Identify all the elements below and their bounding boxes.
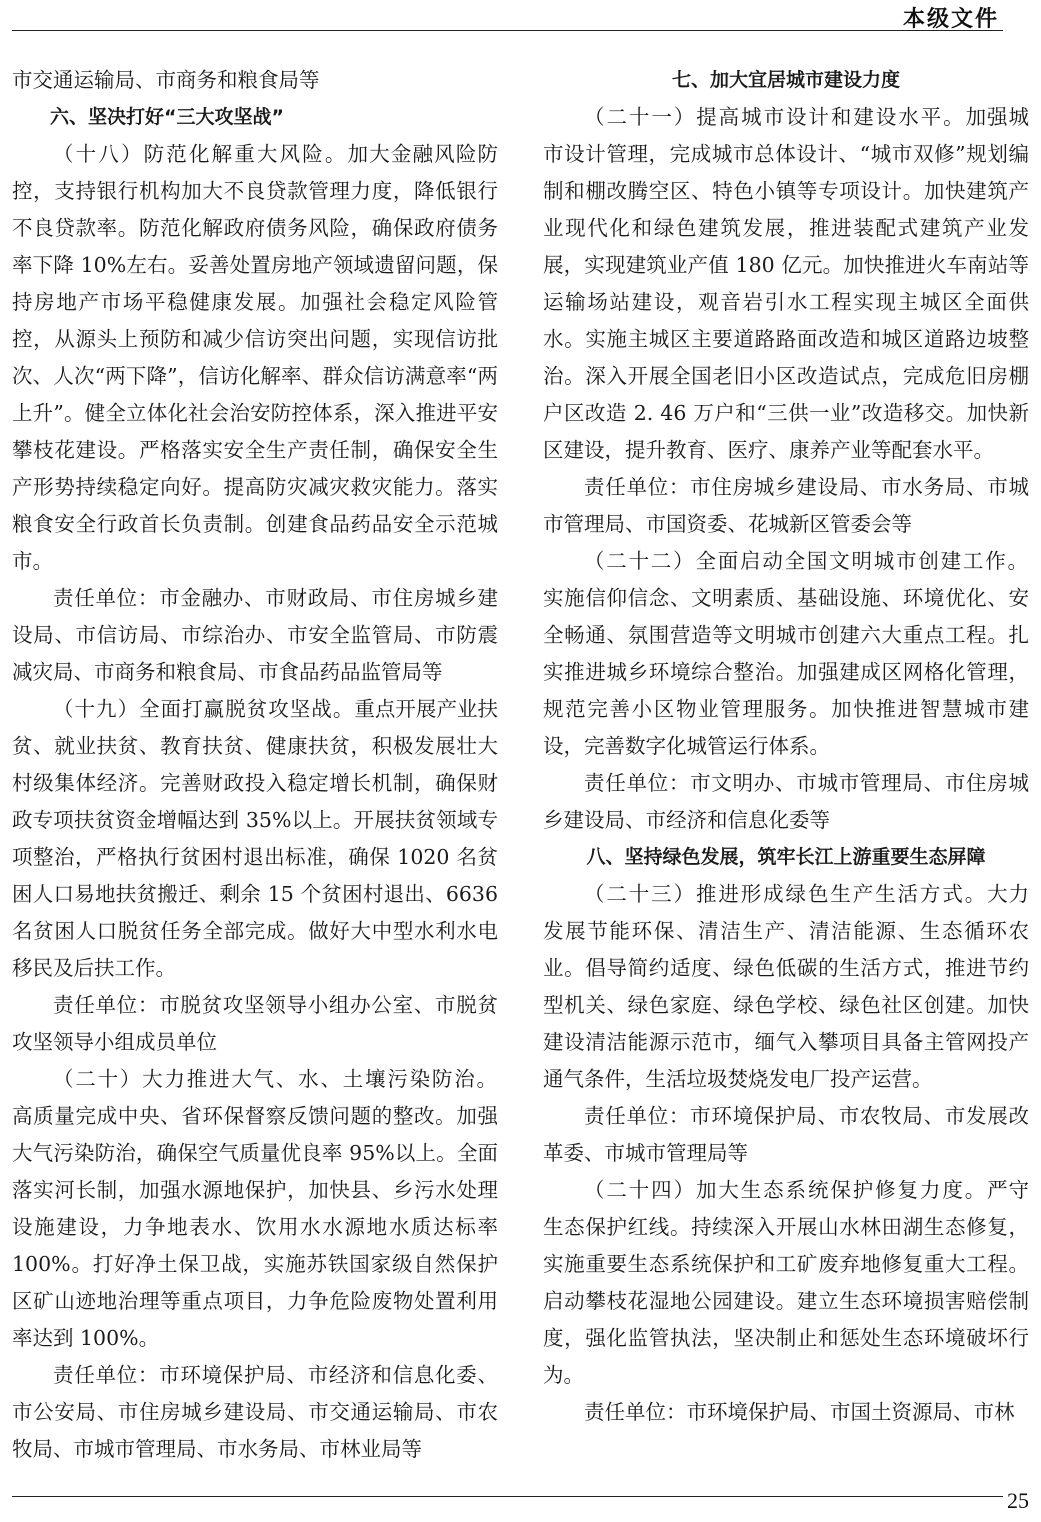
policy-item-title: （二十三）推进形成绿色生产生活方式。 bbox=[584, 882, 988, 906]
responsible-units: 责任单位：市文明办、市城市管理局、市住房城乡建设局、市经济和信息化委等 bbox=[543, 771, 1029, 832]
policy-item-title: （十八）防范化解重大风险。 bbox=[53, 142, 348, 166]
responsible-units: 责任单位：市环境保护局、市经济和信息化委、市公安局、市住房城乡建设局、市交通运输局、市农牧局、市城市管理局、市水务局、市林业局等 bbox=[12, 1363, 498, 1461]
policy-item-text: 大力发展节能环保、清洁生产、清洁能源、生态循环农业。倡导简约适度、绿色低碳的生活方式，推进节约型机关、绿色家庭、绿色学校、绿色社区创建。加快建设清洁能源示范市，缅气入攀项目具备主管网投产通气条件，生活垃圾焚烧发电厂投产运营。 bbox=[543, 882, 1030, 1091]
policy-item-text: 严守生态保护红线。持续深入开展山水林田湖生态修复，实施重要生态系统保护和工矿废弃地修复重大工程。启动攀枝花湿地公园建设。建立生态环境损害赔偿制度，强化监管执法，坚决制止和惩处生态环境破坏行为。 bbox=[543, 1178, 1030, 1387]
page-number: 25 bbox=[1003, 1488, 1029, 1514]
policy-item bbox=[12, 136, 498, 580]
policy-item-title: （十九）全面打赢脱贫攻坚战。 bbox=[53, 697, 355, 721]
policy-item-title: （二十二）全面启动全国文明城市创建工作。 bbox=[584, 549, 1029, 573]
responsible-units: 责任单位：市环境保护局、市农牧局、市发展改革委、市城市管理局等 bbox=[543, 1104, 1029, 1165]
policy-item bbox=[543, 99, 1029, 469]
responsible-units: 责任单位：市金融办、市财政局、市住房城乡建设局、市信访局、市综治办、市安全监管局、市防震减灾局、市商务和粮食局、市食品药品监管局等 bbox=[12, 586, 498, 684]
policy-item-title: （二十）大力推进大气、水、土壤污染防治。 bbox=[53, 1067, 498, 1091]
header-title: 本级文件 bbox=[902, 7, 999, 32]
paragraph-text: 市交通运输局、市商务和粮食局等 bbox=[12, 68, 320, 92]
policy-item bbox=[12, 1061, 498, 1357]
policy-item bbox=[543, 876, 1029, 1098]
responsible-units: 责任单位：市住房城乡建设局、市水务局、市城市管理局、市国资委、花城新区管委会等 bbox=[543, 475, 1029, 536]
policy-item-text: 实施信仰信念、文明素质、基础设施、环境优化、安全畅通、氛围营造等文明城市创建六大重点工程。扎实推进城乡环境综合整治。加强建成区网格化管理，规范完善小区物业管理服务。加快推进智慧城市建设，完善数字化城管运行体系。 bbox=[543, 586, 1029, 758]
policy-item-title: （二十一）提高城市设计和建设水平。 bbox=[584, 105, 966, 129]
policy-item bbox=[543, 543, 1029, 765]
right-column bbox=[543, 62, 1029, 1431]
section-heading: 七、加大宜居城市建设力度 bbox=[671, 69, 900, 91]
left-column bbox=[12, 62, 498, 1468]
policy-item-text: 高质量完成中央、省环保督察反馈问题的整改。加强大气污染防治，确保空气质量优良率 95%以上。全面落实河长制，加强水源地保护，加快县、乡污水处理设施建设，力争地表水、饮用水水源地水质达标率 100%。打好净土保卫战，实施苏铁国家级自然保护区矿山迹地治理等重点项目，力争危险废物处置利用率达到 100%。 bbox=[12, 1104, 498, 1350]
section-heading: 六、坚决打好“三大攻坚战” bbox=[50, 106, 284, 128]
responsible-units: 责任单位：市脱贫攻坚领导小组办公室、市脱贫攻坚领导小组成员单位 bbox=[12, 993, 498, 1054]
policy-item-text: 加大金融风险防控，支持银行机构加大不良贷款管理力度，降低银行不良贷款率。防范化解政府债务风险，确保政府债务率下降 10%左右。妥善处置房地产领域遗留问题，保持房地产市场平稳健康发展。加强社会稳定风险管控，从源头上预防和减少信访突出问题，实现信访批次、人次“两下降”，信访化解率、群众信访满意率“两上升”。健全立体化社会治安防控体系，深入推进平安攀枝花建设。严格落实安全生产责任制，确保安全生产形势持续稳定向好。提高防灾减灾救灾能力。落实粮食安全行政首长负责制。创建食品药品安全示范城市。 bbox=[12, 142, 499, 573]
footer-rule bbox=[12, 1496, 1003, 1497]
responsible-units: 责任单位：市环境保护局、市国土资源局、市林 bbox=[584, 1400, 1015, 1424]
policy-item-text: 加强城市设计管理，完成城市总体设计、“城市双修”规划编制和棚改腾空区、特色小镇等专项设计。加快建筑产业现代化和绿色建筑发展，推进装配式建筑产业发展，实现建筑业产值 180 亿元。加快推进火车南站等运输场站建设，观音岩引水工程实现主城区全面供水。实施主城区主要道路路面改造和城区道路边坡整治。深入开展全国老旧小区改造试点，完成危旧房棚户区改造 2. 46 万户和“三供一业”改造移交。加快新区建设，提升教育、医疗、康养产业等配套水平。 bbox=[543, 105, 1030, 462]
policy-item bbox=[543, 1172, 1029, 1394]
section-heading: 八、坚持绿色发展，筑牢长江上游重要生态屏障 bbox=[586, 846, 986, 868]
header-rule bbox=[12, 30, 1003, 31]
policy-item bbox=[12, 691, 498, 987]
policy-item-text: 重点开展产业扶贫、就业扶贫、教育扶贫、健康扶贫，积极发展壮大村级集体经济。完善财政投入稳定增长机制，确保财政专项扶贫资金增幅达到 35%以上。开展扶贫领域专项整治，严格执行贫困村退出标准，确保 1020 名贫困人口易地扶贫搬迁、剩余 15 个贫困村退出、6636 名贫困人口脱贫任务全部完成。做好大中型水利水电移民及后扶工作。 bbox=[12, 697, 499, 980]
policy-item-title: （二十四）加大生态系统保护修复力度。 bbox=[584, 1178, 988, 1202]
